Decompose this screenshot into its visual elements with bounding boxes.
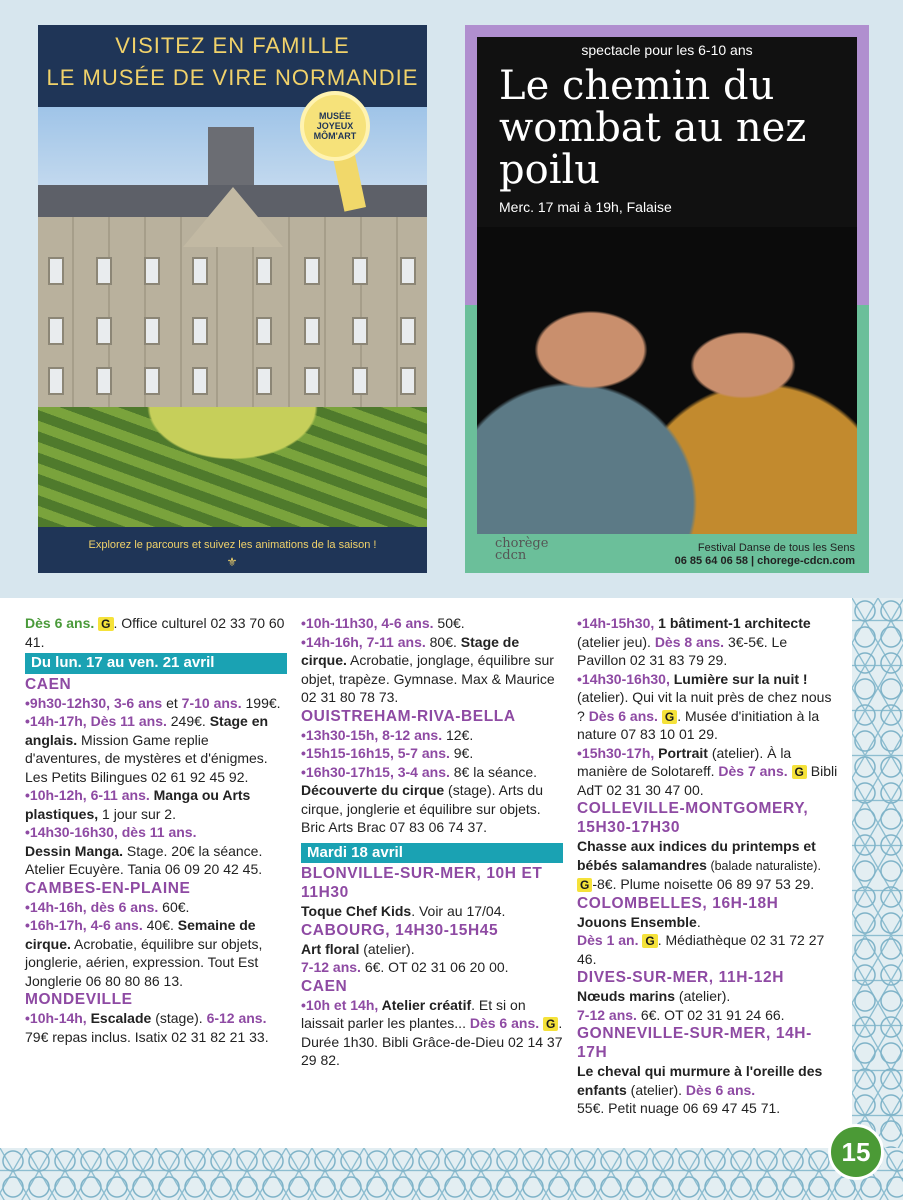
event-desc: . [696, 913, 701, 930]
event-desc: (atelier). À la manière de Solotareff. [577, 744, 792, 779]
event-desc: (atelier). [675, 988, 731, 1004]
time-label: •16h-17h, 4-6 ans. [25, 917, 143, 933]
event-title: 1 bâtiment-1 architecte [654, 615, 811, 631]
contact-info: 06 85 64 06 58 | chorege-cdcn.com [674, 555, 855, 567]
event-desc: (stage). [151, 1010, 207, 1026]
price: 50€. [433, 615, 465, 631]
free-badge: G [543, 1017, 558, 1031]
wombat-show-ad[interactable] [465, 25, 869, 573]
event-title: Chasse aux indices du printemps et bébés salamandres [577, 838, 816, 873]
event-desc: . Et si on laissait parler les plantes... [301, 996, 526, 1031]
age-label: 7-12 ans. [301, 959, 361, 975]
event-desc: . Musée d'initiation à la nature 07 83 10 01 29. [577, 707, 820, 742]
age-label: 6-12 ans. [206, 1010, 267, 1026]
event-desc: Mission Game replie d'aventures, de mystères et d'énigmes. Les Petits Bilingues 02 61 92 45 92. [25, 731, 268, 785]
logo-line2: cdcn [495, 548, 527, 563]
city-heading: CABOURG, 14H30-15H45 [301, 921, 499, 939]
date-bar: Du lun. 17 au ven. 21 avril [25, 653, 287, 674]
price: 199€. [241, 694, 281, 711]
event-desc: 3€-5€. Le Pavillon 02 31 83 79 29. [577, 633, 788, 668]
age-label: 7-12 ans. [577, 1006, 637, 1023]
time-label: •14h-16h, 7-11 ans. [301, 633, 426, 650]
city-heading: COLLEVILLE-MONTGOMERY, 15H30-17H30 [577, 800, 809, 836]
page-number: 15 [828, 1124, 884, 1180]
listing-entry [301, 996, 563, 1070]
event-title: Découverte du cirque [301, 782, 445, 798]
museum-ad-title-line1: VISITEZ EN FAMILLE [115, 33, 350, 58]
event-desc: . Durée 1h30. Bibli Grâce-de-Dieu 02 14 37 29 82. [301, 1015, 563, 1068]
listing-entry [577, 837, 839, 894]
museum-garden [38, 407, 427, 527]
city-heading: BLONVILLE-SUR-MER, 10H ET 11H30 [301, 865, 543, 901]
event-title: Art floral [301, 940, 360, 957]
event-title: Portrait [654, 744, 708, 761]
city-heading: CAEN [301, 977, 348, 995]
age-label: Dès 8 ans. [654, 633, 725, 650]
listing-entry [577, 744, 839, 800]
time-label: •14h-16h, dès 6 ans. [25, 898, 159, 915]
listing-entry [25, 614, 287, 651]
listing-entry [301, 614, 563, 633]
listing-entry [577, 1062, 839, 1118]
listing-entry [577, 913, 839, 969]
event-desc: Bibli AdT 02 31 30 47 00. [577, 763, 838, 798]
time-label: •14h30-16h30, dès 11 ans. [25, 824, 197, 840]
time-label: •10h-11h30, 4-6 ans. [301, 615, 434, 631]
listing-text: et [162, 694, 182, 711]
time-label: •10h-14h, [25, 1010, 87, 1026]
event-desc: (atelier). [359, 940, 415, 957]
listing-entry [25, 898, 287, 917]
city-heading: GONNEVILLE-SUR-MER, 14H-17H [577, 1025, 812, 1061]
listing-entry [577, 670, 839, 744]
price: 8€ la séance. [449, 763, 538, 780]
festival-name: Festival Danse de tous les Sens [697, 542, 855, 554]
city-heading: COLOMBELLES, 16H-18H [577, 894, 779, 912]
crest-icon: ⚜ [226, 555, 238, 569]
event-title: Escalade [86, 1010, 152, 1026]
event-title: Semaine de cirque. [25, 917, 256, 952]
time-label: •15h30-17h, [577, 744, 655, 761]
listing-entry [301, 940, 563, 977]
event-desc: 79€ repas inclus. Isatix 02 31 82 21 33. [25, 1028, 269, 1045]
decorative-pattern-bottom [0, 1148, 903, 1200]
event-desc: Acrobatie, équilibre sur objets, jonglerie, aérien, expression. Tout Est Jonglerie 06 80 80 86 13. [25, 935, 263, 989]
price: 40€. [142, 917, 178, 933]
age-label: Dès 6 ans. [469, 1015, 540, 1031]
chorege-logo [495, 538, 548, 562]
free-badge: G [98, 617, 113, 631]
age-label: Dès 7 ans. [718, 763, 788, 779]
event-desc: . Voir au 17/04. [411, 903, 506, 919]
event-title: Jouons Ensemble [577, 913, 697, 930]
time-label: •9h30-12h30, 3-6 ans [25, 694, 163, 711]
decorative-pattern-right [852, 598, 903, 1200]
event-desc: . Médiathèque 02 31 72 27 46. [577, 932, 825, 967]
free-badge: G [577, 878, 592, 892]
listings-column-2 [301, 614, 563, 1070]
event-desc: Acrobatie, jonglage, équilibre sur objet, trapèze. Gymnase. Max & Maurice 02 31 80 78 73. [301, 652, 555, 705]
price: 60€. [158, 898, 190, 915]
price: 9€. [449, 745, 474, 761]
event-title: Manga ou Arts plastiques, [25, 787, 251, 822]
listing-entry [25, 694, 287, 787]
listing-entry [25, 916, 287, 990]
wombat-ad-poster [477, 37, 857, 534]
listing-entry [25, 823, 287, 879]
price: 249€. [166, 713, 210, 729]
city-heading: OUISTREHAM-RIVA-BELLA [301, 707, 516, 725]
event-desc: (stage). Arts du cirque, jonglerie et équilibre sur objets. Bric Arts Brac 07 83 06 74 37. [301, 782, 543, 835]
time-label: •15h15-16h15, 5-7 ans. [301, 745, 450, 761]
event-title: Stage de cirque. [301, 633, 520, 668]
event-desc: 6€. OT 02 31 06 20 00. [360, 959, 509, 975]
age-label: Dès 6 ans. [25, 615, 95, 631]
price: 80€. [425, 633, 461, 650]
event-title: Lumière sur la nuit ! [669, 670, 808, 687]
listings-column-3 [577, 614, 839, 1118]
event-title: Atelier créatif [378, 996, 472, 1013]
listing-entry [577, 614, 839, 670]
age-label: Dès 6 ans. [588, 707, 658, 724]
price: 12€. [442, 726, 474, 743]
age-label: Dès 1 an. [577, 932, 639, 948]
date-bar: Mardi 18 avril [301, 843, 563, 864]
listing-text: . Office culturel 02 33 70 60 41. [25, 615, 285, 650]
listing-entry [577, 987, 839, 1024]
city-heading: MONDEVILLE [25, 991, 133, 1008]
wombat-ad-title: Le chemin du wombat au nez poilu [499, 63, 807, 193]
age-label: 7-10 ans. [181, 694, 242, 711]
time-label: •10h et 14h, [301, 996, 379, 1013]
event-desc: 1 jour sur 2. [98, 805, 176, 822]
musee-joyeux-badge: MUSÉE JOYEUX MÔM'ART [300, 91, 370, 161]
free-badge: G [642, 934, 657, 948]
listings-column-1 [25, 614, 287, 1046]
listing-entry [301, 633, 563, 707]
free-badge: G [662, 710, 677, 724]
wombat-ad-date: Merc. 17 mai à 19h, Falaise [499, 199, 672, 215]
listing-entry [301, 744, 563, 763]
time-label: •14h-17h, Dès 11 ans. [25, 713, 167, 729]
city-heading: DIVES-SUR-MER, 11H-12H [577, 969, 784, 986]
event-desc: 55€. Petit nuage 06 69 47 45 71. [577, 1100, 781, 1116]
listing-entry [25, 786, 287, 823]
event-desc: 6€. OT 02 31 91 24 66. [636, 1006, 785, 1023]
city-heading: CAMBES-EN-PLAINE [25, 879, 191, 897]
museum-photo [38, 107, 427, 527]
event-title: Dessin Manga. [25, 842, 124, 859]
wombat-ad-subtitle: spectacle pour les 6-10 ans [581, 42, 753, 58]
event-title: Stage en anglais. [25, 713, 269, 748]
age-label: Dès 6 ans. [685, 1081, 756, 1098]
event-desc: (atelier jeu). [577, 633, 655, 650]
wombat-ad-contact [675, 542, 855, 568]
time-label: •14h30-16h30, [577, 670, 670, 687]
event-desc: -8€. Plume noisette 06 89 97 53 29. [592, 876, 815, 892]
listing-entry [25, 1009, 287, 1046]
event-title: Toque Chef Kids [301, 903, 412, 919]
listing-entry [301, 726, 563, 745]
event-desc: (atelier). Qui vit la nuit près de chez nous ? [577, 689, 832, 724]
event-title: Le cheval qui murmure à l'oreille des enfants [577, 1063, 823, 1098]
time-label: •14h-15h30, [577, 615, 655, 631]
museum-ad-title-line2: LE MUSÉE DE VIRE NORMANDIE [46, 65, 419, 90]
time-label: •10h-12h, 6-11 ans. [25, 787, 150, 803]
event-title: Nœuds marins [577, 988, 676, 1004]
event-desc: (balade naturaliste). [706, 858, 821, 873]
logo-line1: chorège [495, 536, 549, 551]
time-label: •13h30-15h, 8-12 ans. [301, 726, 443, 743]
event-desc: Stage. 20€ la séance. Atelier Ecuyère. Tania 06 09 20 42 45. [25, 842, 263, 877]
city-heading: CAEN [25, 675, 72, 693]
free-badge: G [792, 765, 807, 779]
listing-entry [301, 902, 563, 921]
museum-ad-footer: Explorez le parcours et suivez les animations de la saison ! [88, 539, 377, 551]
time-label: •16h30-17h15, 3-4 ans. [301, 763, 450, 780]
listing-entry [301, 763, 563, 837]
dancers-photo [477, 227, 857, 534]
museum-ad[interactable] [38, 25, 427, 573]
event-desc: (atelier). [626, 1081, 686, 1098]
